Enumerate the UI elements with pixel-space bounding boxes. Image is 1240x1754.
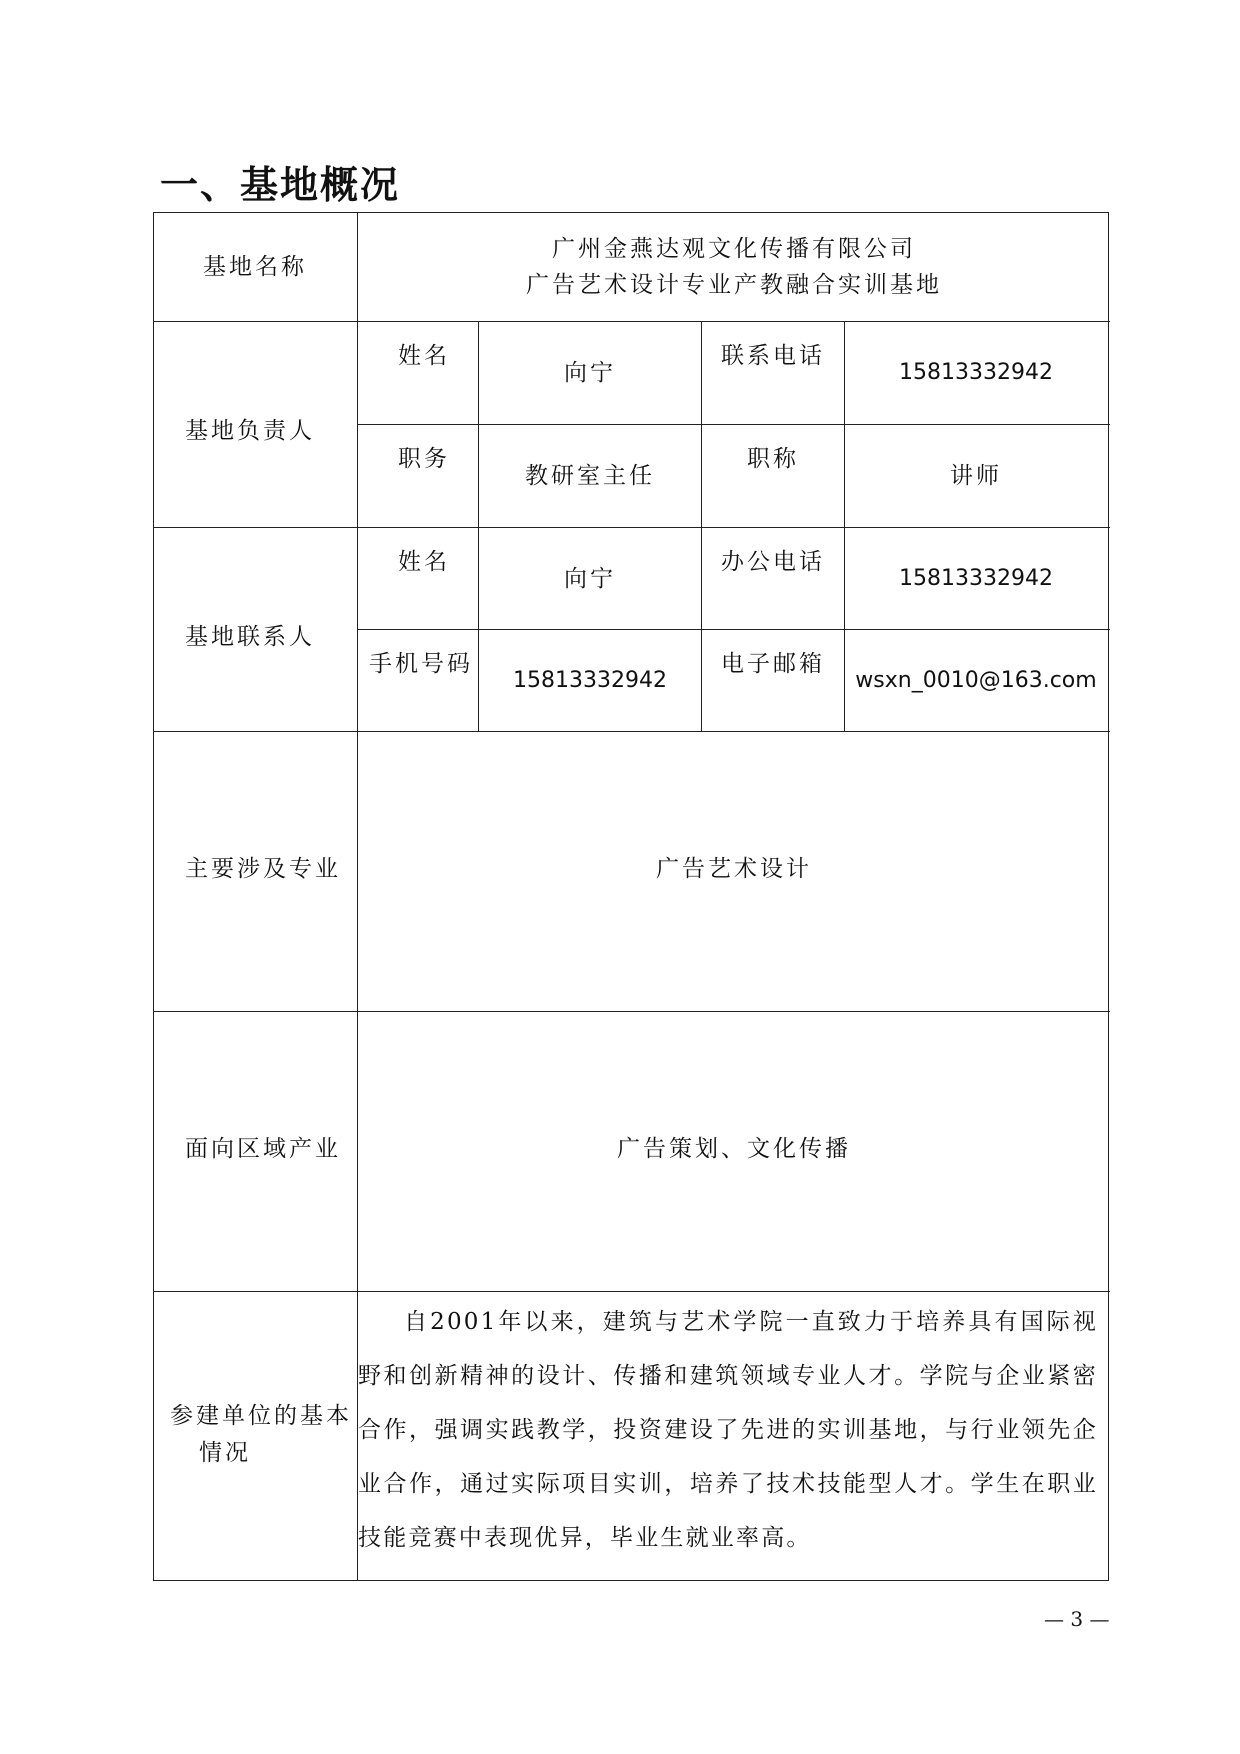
column-divider [478,321,479,731]
major-value: 广告艺术设计 [656,856,812,882]
base-name-label: 基地名称 [203,254,307,280]
leader-name-value: 向宁 [564,360,616,386]
contact-email-value: wsxn_0010@163.com [855,668,1097,693]
leader-phone-label: 联系电话 [721,343,825,369]
contact-name-value: 向宁 [564,566,616,592]
base-name-line1: 广州金燕达观文化传播有限公司 [552,236,916,262]
row-divider [154,1291,1110,1292]
row-divider [358,424,1110,425]
overview-table [153,212,1109,1581]
basic-info-label-line1: 参建单位的基本 [170,1403,352,1429]
contact-office-value: 15813332942 [899,566,1053,591]
contact-office-label: 办公电话 [721,549,825,575]
contact-mobile-value: 15813332942 [513,668,667,693]
row-divider [154,527,1110,528]
leader-title-label: 职称 [747,446,799,472]
leader-label: 基地负责人 [185,418,315,444]
leader-position-label: 职务 [398,446,450,472]
row-divider [358,629,1110,630]
industry-label: 面向区域产业 [185,1136,341,1162]
leader-position-value: 教研室主任 [525,463,655,489]
basic-info-text: 自2001年以来，建筑与艺术学院一直致力于培养具有国际视野和创新精神的设计、传播和建筑领域专业人才。学院与企业紧密合作，强调实践教学，投资建设了先进的实训基地，与行业领先企业合作，通过实际项目实训，培养了技术技能型人才。学生在职业技能竞赛中表现优异，毕业生就业率高。 [358,1309,1098,1551]
contact-mobile-label: 手机号码 [369,651,473,677]
contact-label: 基地联系人 [185,624,315,650]
leader-name-label: 姓名 [398,343,450,369]
major-label: 主要涉及专业 [185,856,341,882]
row-divider [154,321,1110,322]
basic-info-label-line2: 情况 [199,1440,251,1466]
column-divider [701,321,702,731]
industry-value: 广告策划、文化传播 [617,1136,851,1162]
contact-email-label: 电子邮箱 [721,651,825,677]
leader-phone-value: 15813332942 [899,360,1053,385]
leader-title-value: 讲师 [950,463,1002,489]
row-divider [154,731,1110,732]
base-name-line2: 广告艺术设计专业产教融合实训基地 [526,272,942,298]
row-divider [154,1011,1110,1012]
contact-name-label: 姓名 [398,549,450,575]
page-number: — 3 — [1044,1607,1110,1631]
column-divider [844,321,845,731]
section-title: 一、基地概况 [160,163,401,207]
